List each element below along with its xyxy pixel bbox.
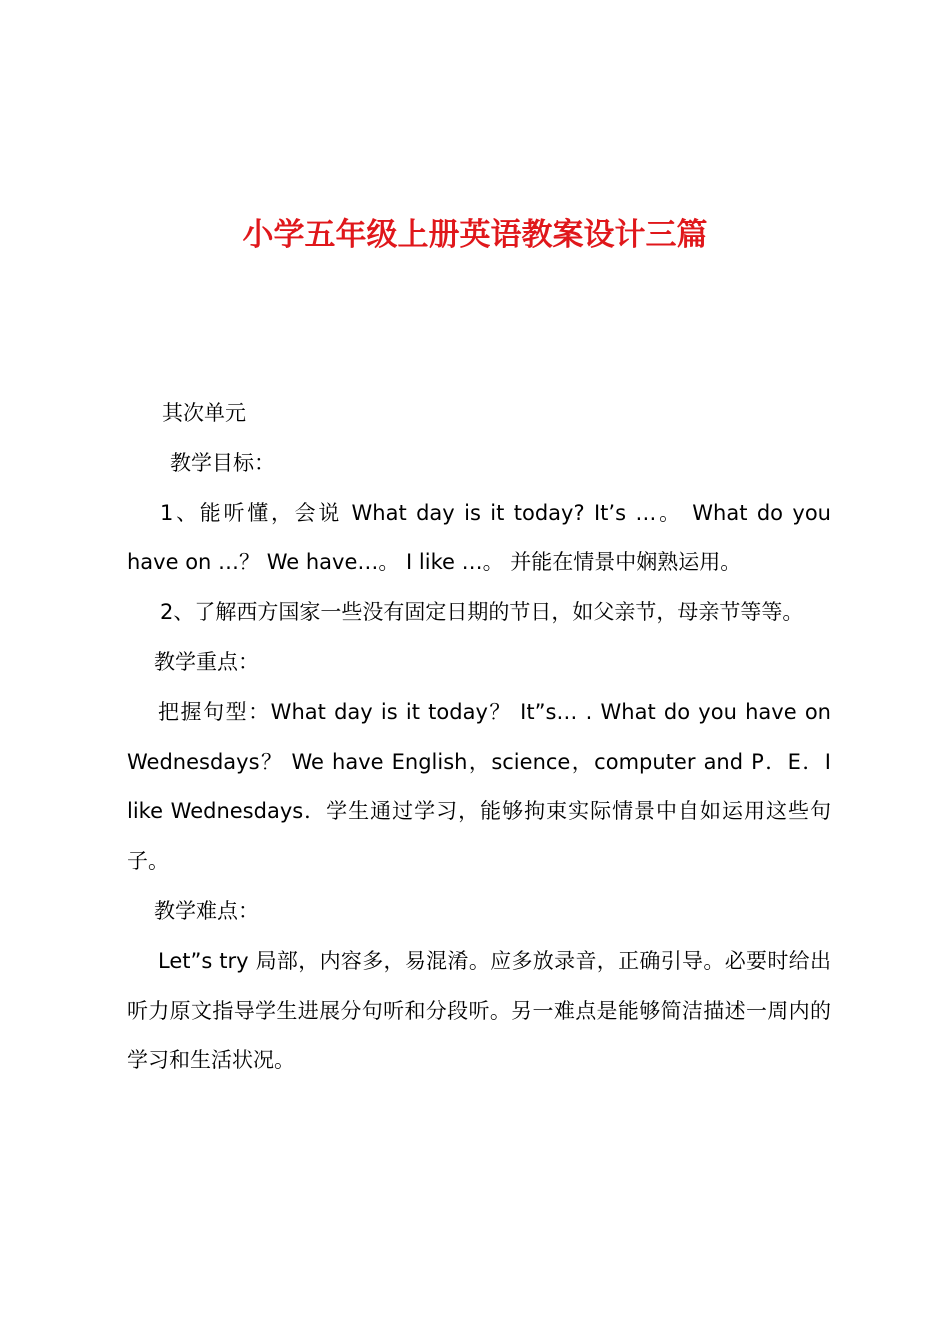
section-heading-difficulties: 教学难点： bbox=[154, 898, 259, 923]
document-title: 小学五年级上册英语教案设计三篇 bbox=[242, 217, 708, 253]
difficulties-paragraph: Let”s try 局部，内容多，易混淆。应多放录音，正确引导。必要时给出听力原文指导学生进展分句听和分段听。另一难点是能够简洁描述一周内的学习和生活状况。 bbox=[127, 948, 831, 1073]
section-heading-key-points: 教学重点： bbox=[154, 649, 259, 674]
objective-item-1: 1、能听懂，会说 What day is it today? It’s …。 What do you have on …？ We have…。 I like …。 并能在情景中娴熟运用。 bbox=[127, 500, 831, 575]
key-points-paragraph: 把握句型：What day is it today？ It”s… . What do you have on Wednesdays？ We have English，science，computer and P．E．I like Wednesdays．学生通过学习，能够拘束实际情景中自如运用这些句子。 bbox=[127, 699, 831, 874]
section-heading-unit: 其次单元 bbox=[162, 401, 246, 425]
objective-item-2: 2、了解西方国家一些没有固定日期的节日，如父亲节，母亲节等等。 bbox=[160, 600, 804, 625]
section-heading-objectives: 教学目标： bbox=[170, 450, 275, 475]
document-body bbox=[127, 389, 831, 1086]
